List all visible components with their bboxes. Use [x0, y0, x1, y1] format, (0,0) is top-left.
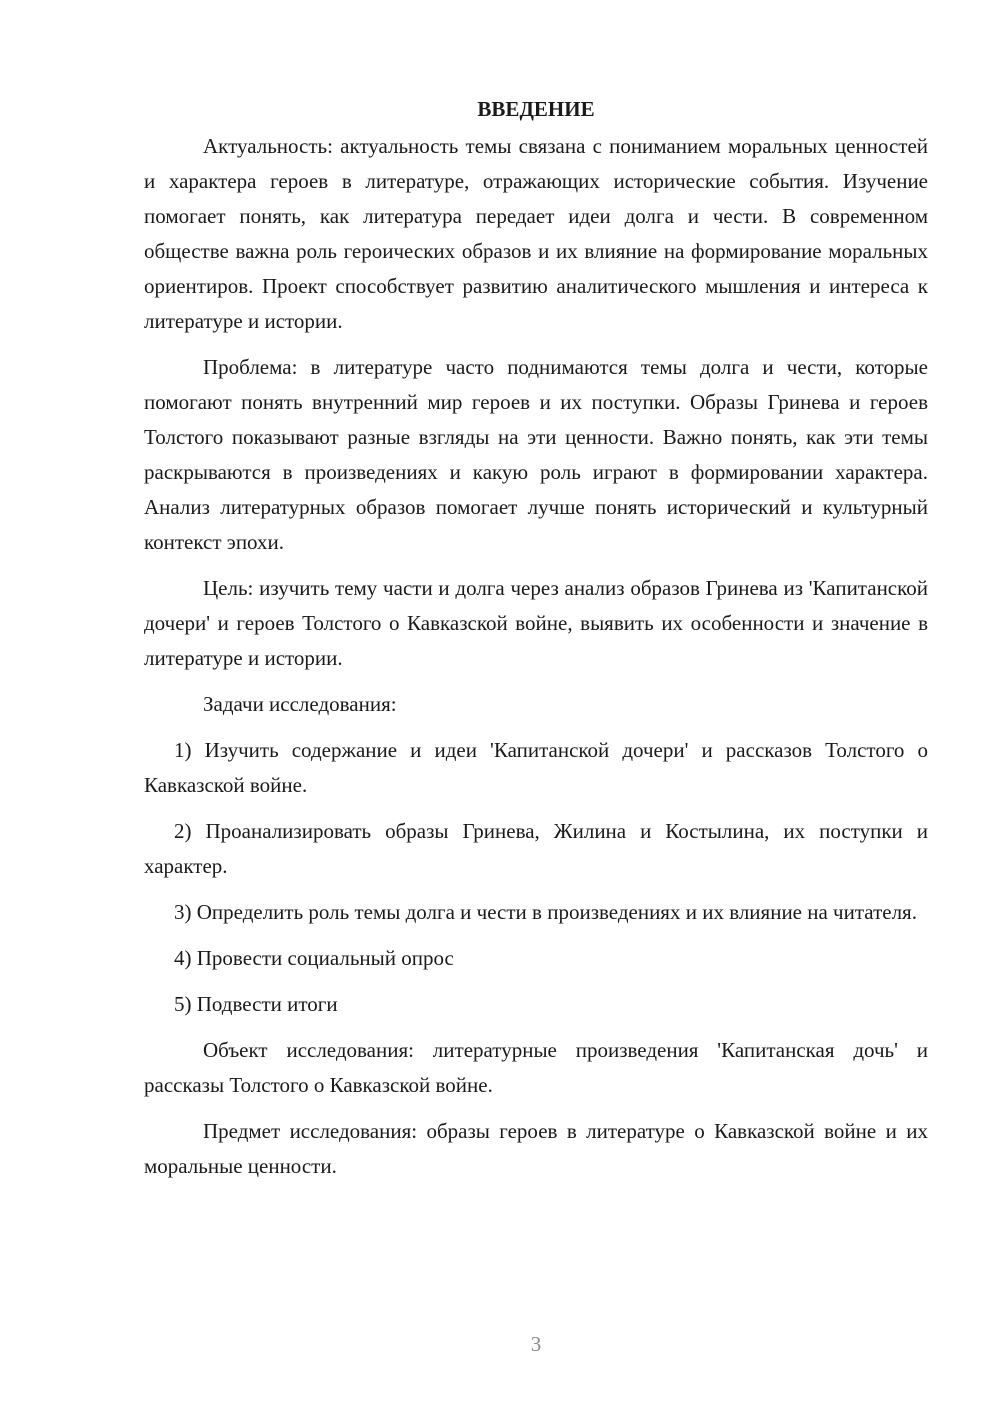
- list-item: 4) Провести социальный опрос: [174, 946, 454, 970]
- page-number: 3: [530, 1332, 542, 1356]
- paragraph-object: Объект исследования: литературные произведения 'Капитанская дочь' и рассказы Толстого о Кавказской войне.: [144, 1038, 928, 1097]
- page-title: ВВЕДЕНИЕ: [477, 97, 595, 121]
- document-page: [144, 92, 928, 1195]
- paragraph-goal: Цель: изучить тему части и долга через анализ образов Гринева из 'Капитанской дочери' и героев Толстого о Кавказской войне, выявить их особенности и значение в литературе и истории.: [144, 576, 928, 670]
- tasks-heading: Задачи исследования:: [203, 692, 397, 716]
- list-item: 5) Подвести итоги: [174, 992, 338, 1016]
- list-item: 1) Изучить содержание и идеи 'Капитанской дочери' и рассказов Толстого о Кавказской войне.: [144, 738, 928, 797]
- list-item: 2) Проанализировать образы Гринева, Жилина и Костылина, их поступки и характер.: [144, 819, 928, 878]
- tasks-list: [144, 733, 928, 1022]
- paragraph-problem: Проблема: в литературе часто поднимаются темы долга и чести, которые помогают понять внутренний мир героев и их поступки. Образы Гринева и героев Толстого показывают разные взгляды на эти ценности. Важно понять, как эти темы раскрываются в произведениях и какую роль играют в формировании характера. Анализ литературных образов помогает лучше понять исторический и культурный контекст эпохи.: [144, 355, 928, 554]
- list-item: 3) Определить роль темы долга и чести в произведениях и их влияние на читателя.: [174, 900, 917, 924]
- paragraph-subject: Предмет исследования: образы героев в литературе о Кавказской войне и их моральные ценности.: [144, 1119, 928, 1178]
- paragraph-relevance: Актуальность: актуальность темы связана с пониманием моральных ценностей и характера героев в литературе, отражающих исторические события. Изучение помогает понять, как литература передает идеи долга и чести. В современном обществе важна роль героических образов и их влияние на формирование моральных ориентиров. Проект способствует развитию аналитического мышления и интереса к литературе и истории.: [144, 134, 928, 333]
